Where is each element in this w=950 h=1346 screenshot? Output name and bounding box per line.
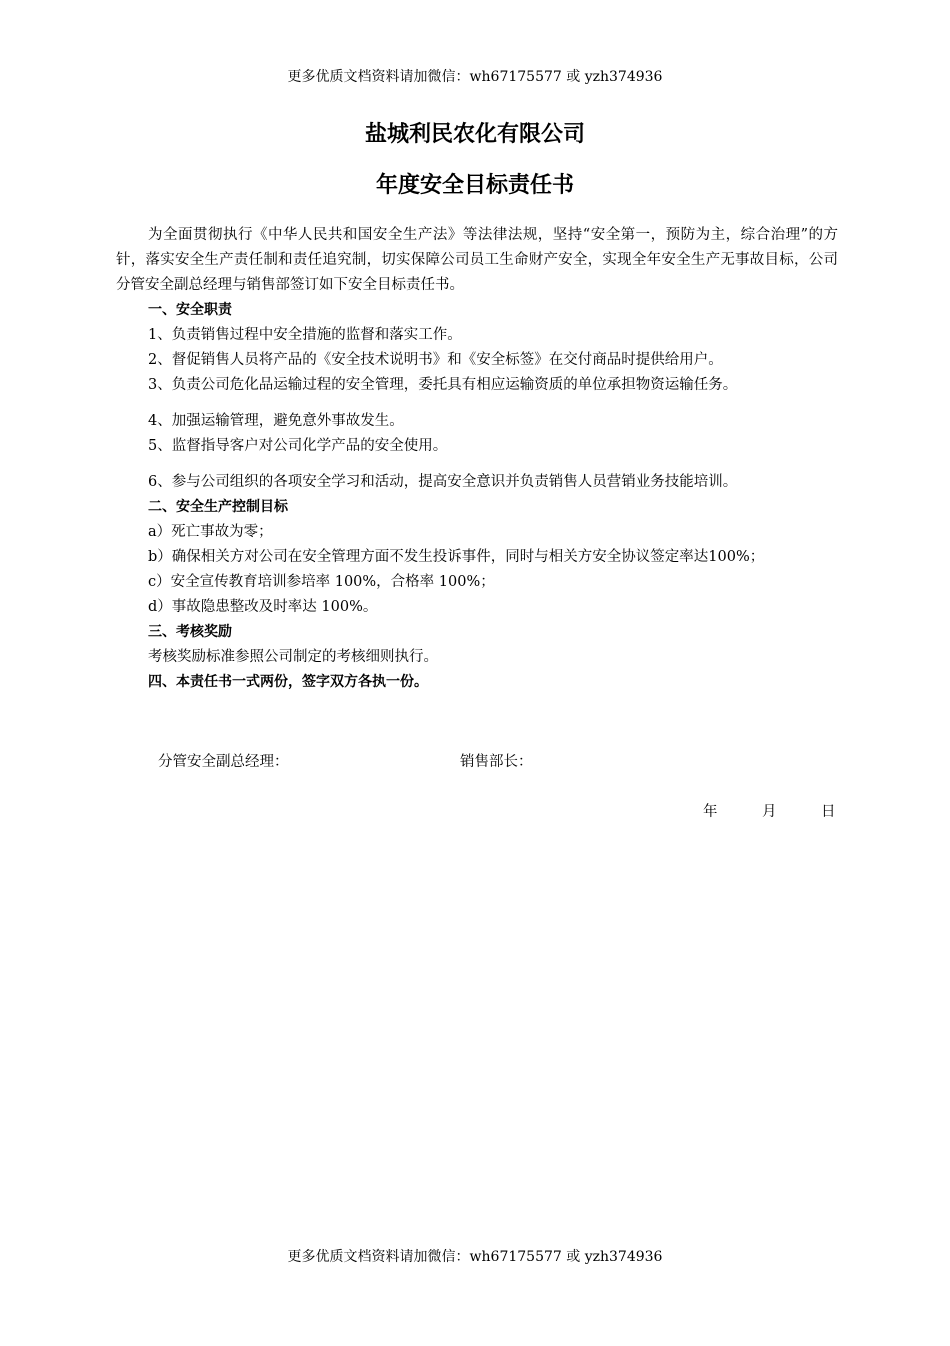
target-item: c）安全宣传教育培训参培率 100%，合格率 100%； [148,574,495,590]
intro-paragraph: 为全面贯彻执行《中华人民共和国安全生产法》等法律法规，坚持“安全第一，预防为主，综合治理”的方针，落实安全生产责任制和责任追究制，切实保障公司员工生命财产安全，实现全年安全生产无事故目标，公司分管安全副总经理与销售部签订如下安全目标责任书。 [116,227,838,293]
page-footer-note: 更多优质文档资料请加微信：wh67175577 或 yzh374936 [287,1249,663,1265]
duty-item: 1、负责销售过程中安全措施的监督和落实工作。 [148,327,462,343]
date-year-label: 年 [703,804,718,820]
section-heading-assessment: 三、考核奖励 [148,624,232,640]
duty-item: 4、加强运输管理，避免意外事故发生。 [148,413,404,429]
page-header-note: 更多优质文档资料请加微信：wh67175577 或 yzh374936 [287,69,663,85]
target-item: a）死亡事故为零； [148,524,273,540]
signature-label-vice-manager: 分管安全副总经理： [158,754,289,770]
target-item: d）事故隐患整改及时率达 100%。 [148,599,378,615]
section-heading-copies: 四、本责任书一式两份，签字双方各执一份。 [148,674,428,690]
duty-item: 3、负责公司危化品运输过程的安全管理，委托具有相应运输资质的单位承担物资运输任务。 [148,377,738,393]
date-row [0,800,950,825]
signature-label-sales-head: 销售部长： [460,754,533,770]
document-title: 年度安全目标责任书 [375,173,574,198]
document-body [116,223,838,695]
target-item: b）确保相关方对公司在安全管理方面不发生投诉事件，同时与相关方安全协议签定率达100%； [148,549,765,565]
duty-item: 5、监督指导客户对公司化学产品的安全使用。 [148,438,448,454]
assessment-text: 考核奖励标准参照公司制定的考核细则执行。 [148,649,438,665]
section-heading-targets: 二、安全生产控制目标 [148,499,288,515]
duty-item: 2、督促销售人员将产品的《安全技术说明书》和《安全标签》在交付商品时提供给用户。 [148,352,723,368]
section-heading-duties: 一、安全职责 [148,302,232,318]
signature-row [0,750,950,775]
date-day-label: 日 [821,804,836,820]
duty-item: 6、参与公司组织的各项安全学习和活动，提高安全意识并负责销售人员营销业务技能培训。 [148,474,738,490]
date-month-label: 月 [762,804,777,820]
company-title: 盐城利民农化有限公司 [364,122,585,147]
